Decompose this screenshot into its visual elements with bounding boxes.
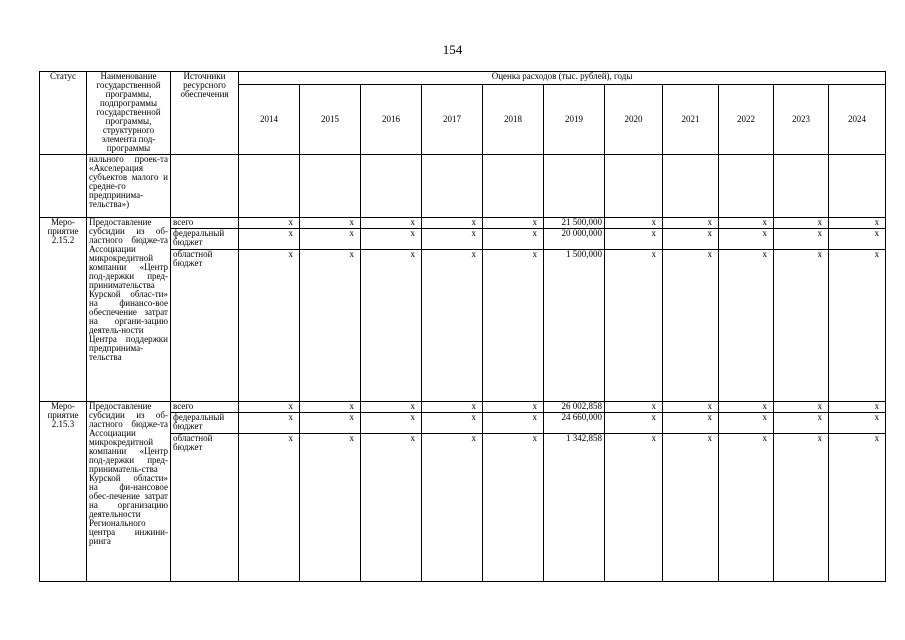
year-header: 2023	[774, 84, 829, 154]
year-header: 2019	[544, 84, 605, 154]
value-cell: x	[829, 434, 886, 582]
year-header: 2016	[361, 84, 422, 154]
value-cell: x	[239, 412, 300, 433]
value-cell: x	[361, 401, 422, 412]
value-cell: x	[422, 250, 483, 402]
value-cell: x	[239, 250, 300, 402]
value-cell: x	[829, 250, 886, 402]
value-cell: x	[483, 250, 544, 402]
value-cell: x	[719, 228, 774, 249]
value-cell: x	[829, 217, 886, 228]
value-cell: x	[719, 401, 774, 412]
value-cell: x	[300, 217, 361, 228]
page-number: 154	[442, 42, 463, 57]
value-cell: x	[422, 434, 483, 582]
value-cell: x	[483, 401, 544, 412]
value-cell: x	[663, 401, 719, 412]
row-status: Меро-приятие 2.15.3	[40, 401, 87, 581]
value-cell: x	[605, 228, 663, 249]
year-header: 2018	[483, 84, 544, 154]
value-cell: 26 002,858	[544, 401, 605, 412]
value-cell: 24 660,000	[544, 412, 605, 433]
value-cell: x	[829, 401, 886, 412]
value-cell: x	[483, 412, 544, 433]
value-cell: x	[829, 412, 886, 433]
value-cell: 21 500,000	[544, 217, 605, 228]
value-cell: x	[422, 412, 483, 433]
value-cell: x	[483, 228, 544, 249]
value-cell: x	[719, 412, 774, 433]
value-cell: x	[422, 217, 483, 228]
value-cell: x	[774, 401, 829, 412]
value-cell: x	[663, 250, 719, 402]
value-cell: x	[774, 412, 829, 433]
value-cell: x	[774, 434, 829, 582]
value-cell: x	[483, 217, 544, 228]
value-cell: x	[422, 228, 483, 249]
table-row	[40, 217, 886, 228]
source-label: всего	[171, 401, 239, 412]
value-cell: x	[361, 412, 422, 433]
value-cell: x	[422, 401, 483, 412]
value-cell: x	[605, 401, 663, 412]
value-cell: x	[663, 228, 719, 249]
value-cell: x	[774, 217, 829, 228]
value-cell: x	[300, 250, 361, 402]
year-header: 2021	[663, 84, 719, 154]
value-cell: 1 342,858	[544, 434, 605, 582]
value-cell: x	[361, 228, 422, 249]
value-cell: x	[300, 401, 361, 412]
value-cell: x	[239, 401, 300, 412]
source-label: областной бюджет	[171, 250, 239, 402]
expenditure-table	[39, 71, 886, 582]
value-cell: x	[719, 434, 774, 582]
year-header: 2020	[605, 84, 663, 154]
value-cell: x	[663, 434, 719, 582]
row-status: Меро-приятие 2.15.2	[40, 217, 87, 401]
value-cell: x	[605, 250, 663, 402]
value-cell: x	[719, 217, 774, 228]
source-label: федеральный бюджет	[171, 412, 239, 433]
value-cell: x	[239, 228, 300, 249]
value-cell: x	[663, 217, 719, 228]
status-header: Статус	[40, 72, 87, 155]
value-cell: x	[483, 434, 544, 582]
value-cell: x	[605, 434, 663, 582]
year-header: 2022	[719, 84, 774, 154]
source-label: областной бюджет	[171, 434, 239, 582]
year-header: 2024	[829, 84, 886, 154]
value-cell: x	[300, 412, 361, 433]
table-row	[40, 401, 886, 412]
value-cell: 1 500,000	[544, 250, 605, 402]
year-header: 2017	[422, 84, 483, 154]
value-cell: x	[300, 228, 361, 249]
value-cell: x	[300, 434, 361, 582]
year-header: 2014	[239, 84, 300, 154]
sources-header: Источники ресурсного обеспечения	[171, 72, 239, 155]
row-name: Предоставление субсидии из об-ластного бюдже-та Ассоциации микрокредитной компании «Центр под-держки пред-приниматель-ства Курской области» на фи-нансовое обес-печение затрат на организацию деятельности Регионального центра инжини-ринга	[87, 401, 171, 581]
continuation-text: нального проек-та «Акселерация субъектов малого и средне-го предпринима-тельства»)	[87, 154, 171, 217]
value-cell: x	[663, 412, 719, 433]
value-cell: x	[605, 217, 663, 228]
value-cell: x	[605, 412, 663, 433]
value-cell: x	[239, 434, 300, 582]
year-header: 2015	[300, 84, 361, 154]
value-cell: x	[361, 250, 422, 402]
value-cell: x	[239, 217, 300, 228]
value-cell: x	[774, 250, 829, 402]
value-cell: x	[361, 434, 422, 582]
source-label: всего	[171, 217, 239, 228]
value-cell: x	[361, 217, 422, 228]
row-name: Предоставление субсидии из об-ластного бюдже-та Ассоциации микрокредитной компании «Центр под-держки пред-принимательства Курской облас-ти» на финансо-вое обеспечение затрат на органи-зацию деятель-ности Центра поддержки предпринима-тельства	[87, 217, 171, 401]
value-cell: x	[829, 228, 886, 249]
value-cell: x	[719, 250, 774, 402]
estimate-header: Оценка расходов (тыс. рублей), годы	[239, 72, 886, 85]
value-cell: x	[774, 228, 829, 249]
continuation-row	[40, 154, 886, 217]
value-cell: 20 000,000	[544, 228, 605, 249]
source-label: федеральный бюджет	[171, 228, 239, 249]
name-header: Наименование государственной программы, подпрограммы государственной программы, структурного элемента под-программы	[87, 72, 171, 155]
